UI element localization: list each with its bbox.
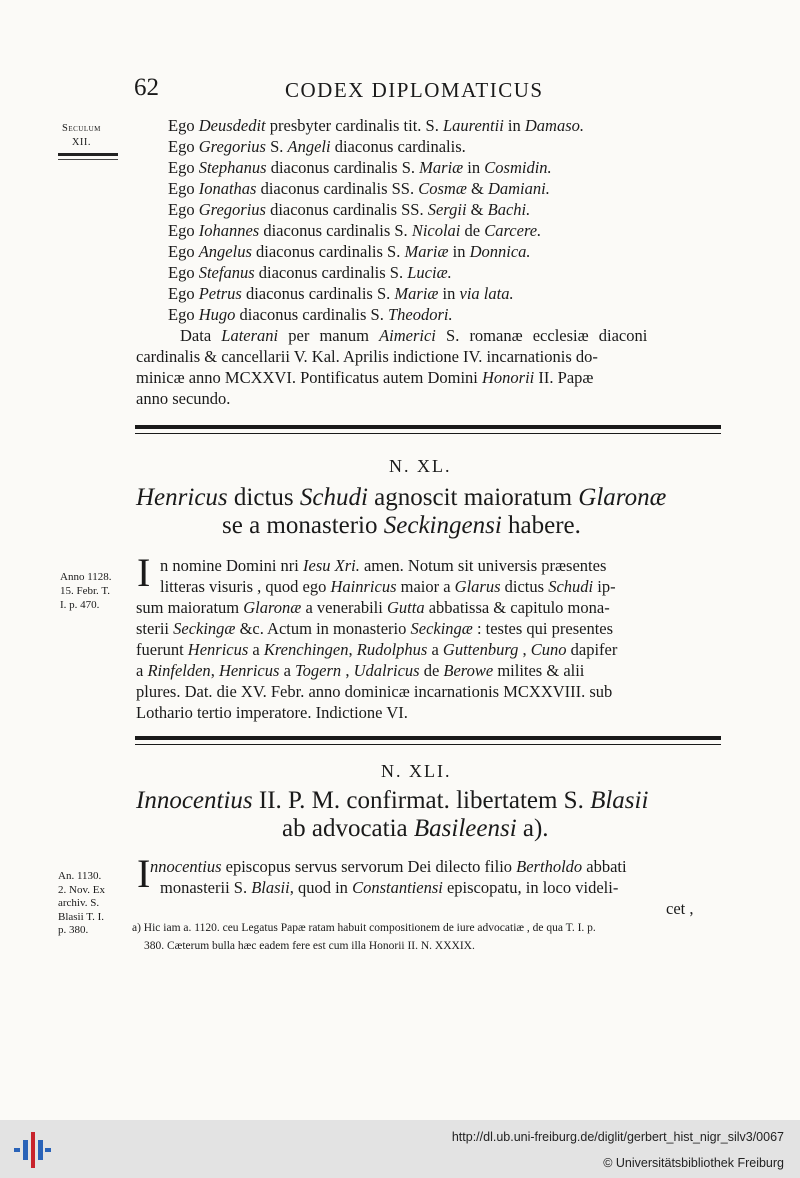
document-title: Henricus dictus Schudi agnoscit maioratum Glaronæ [136, 484, 667, 511]
margin-note: An. 1130. 2. Nov. Ex archiv. S. Blasii T. I. p. 380. [58, 870, 105, 936]
text-line: sterii Seckingæ &c. Actum in monasterio Seckingæ : testes qui presentes [136, 619, 614, 638]
copyright-text: © Universitätsbibliothek Freiburg [603, 1156, 784, 1170]
running-title: CODEX DIPLOMATICUS [285, 78, 544, 102]
footnote-line: a) Hic iam a. 1120. ceu Legatus Papæ ratam habuit compositionem de iure advocatiæ , de qua T. I. p. [132, 922, 596, 934]
section-rule [135, 425, 721, 429]
signature-line: Ego Hugo diaconus cardinalis S. Theodori. [168, 305, 453, 324]
document-title: Innocentius II. P. M. confirmat. libertatem S. Blasii [136, 787, 649, 814]
section-rule-thin [135, 433, 721, 434]
margin-rule-thin [58, 159, 118, 160]
text-line: minicæ anno MCXXVI. Pontificatus autem Domini Honorii II. Papæ [136, 368, 594, 387]
drop-capital: I [137, 851, 151, 896]
signature-line: Ego Ionathas diaconus cardinalis SS. Cosmæ & Damiani. [168, 179, 550, 198]
text-line: anno secundo. [136, 389, 231, 408]
margin-seculum [62, 122, 101, 150]
page-number: 62 [134, 74, 159, 101]
footnote-line: 380. Cæterum bulla hæc eadem fere est cum illa Honorii II. N. XXXIX. [144, 940, 475, 952]
seculum-label: Seculum [62, 123, 101, 134]
signature-line: Ego Angelus diaconus cardinalis S. Mariæ in Donnica. [168, 242, 531, 261]
document-title-line2: se a monasterio Seckingensi habere. [222, 512, 581, 539]
text-line: nnocentius episcopus servus servorum Dei dilecto filio Bertholdo abbati [150, 857, 627, 876]
text-line: plures. Dat. die XV. Febr. anno dominicæ incarnationis MCXXVIII. sub [136, 682, 613, 701]
document-number: N. XL. [389, 456, 452, 476]
section-rule [135, 736, 721, 740]
signature-line: Ego Deusdedit presbyter cardinalis tit. S. Laurentii in Damaso. [168, 116, 585, 135]
signature-line: Ego Stephanus diaconus cardinalis S. Mariæ in Cosmidin. [168, 158, 552, 177]
signature-line: Ego Petrus diaconus cardinalis S. Mariæ in via lata. [168, 284, 514, 303]
section-rule-thin [135, 744, 721, 745]
text-line: sum maioratum Glaronæ a venerabili Gutta abbatissa & capitulo mona- [136, 598, 610, 617]
text-line: a Rinfelden, Henricus a Togern , Udalricus de Berowe milites & alii [136, 661, 585, 680]
seculum-number: XII. [71, 137, 92, 148]
text-line: cardinalis & cancellarii V. Kal. Aprilis indictione IV. incarnationis do- [136, 347, 598, 366]
margin-rule [58, 153, 118, 156]
signature-line: Ego Gregorius diaconus cardinalis SS. Sergii & Bachi. [168, 200, 531, 219]
footer-bar [0, 1120, 800, 1178]
source-url-link[interactable]: http://dl.ub.uni-freiburg.de/diglit/gerbert_hist_nigr_silv3/0067 [451, 1130, 784, 1144]
library-logo-icon [12, 1130, 52, 1170]
text-line: monasterii S. Blasii, quod in Constantiensi episcopatu, in loco videli- [160, 878, 619, 897]
signature-line: Ego Stefanus diaconus cardinalis S. Luciæ. [168, 263, 452, 282]
document-number: N. XLI. [381, 761, 452, 781]
text-line: n nomine Domini nri Iesu Xri. amen. Notum sit universis præsentes [160, 556, 607, 575]
document-title-line2: ab advocatia Basileensi a). [282, 815, 549, 842]
text-line: cet , [666, 899, 694, 918]
drop-capital: I [137, 550, 151, 595]
signature-line: Ego Iohannes diaconus cardinalis S. Nicolai de Carcere. [168, 221, 542, 240]
text-line: litteras visuris , quod ego Hainricus maior a Glarus dictus Schudi ip- [160, 577, 616, 596]
signature-line: Ego Gregorius S. Angeli diaconus cardinalis. [168, 137, 466, 156]
margin-note: Anno 1128. 15. Febr. T. I. p. 470. [60, 571, 112, 611]
text-line: Data Laterani per manum Aimerici S. romanæ ecclesiæ diaconi [180, 326, 648, 345]
text-line: Lothario tertio imperatore. Indictione VI. [136, 703, 408, 722]
text-line: fuerunt Henricus a Krenchingen, Rudolphus a Guttenburg , Cuno dapifer [136, 640, 618, 659]
